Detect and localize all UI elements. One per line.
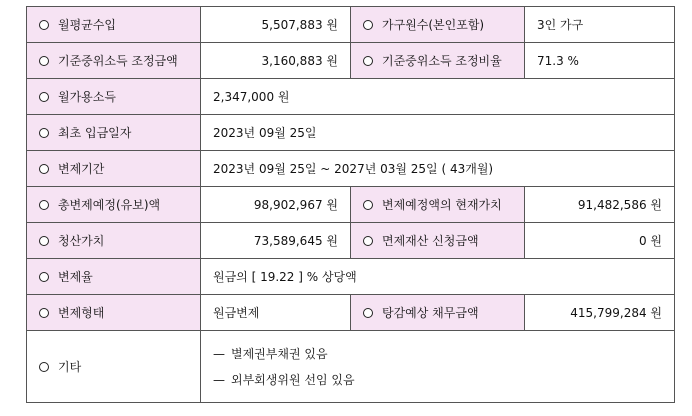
circle-bullet-icon bbox=[39, 272, 49, 282]
circle-bullet-icon bbox=[39, 200, 49, 210]
circle-bullet-icon bbox=[363, 200, 373, 210]
circle-bullet-icon bbox=[39, 308, 49, 318]
row-median bbox=[27, 43, 675, 79]
circle-bullet-icon bbox=[39, 164, 49, 174]
value-repayment-rate: 원금의 [ 19.22 ] % 상당액 bbox=[201, 259, 675, 295]
label-available-income: 월가용소득 bbox=[27, 79, 201, 115]
row-total-planned bbox=[27, 187, 675, 223]
label-median-adjusted-amount: 기준중위소득 조정금액 bbox=[27, 43, 201, 79]
value-household-size: 3인 가구 bbox=[525, 7, 675, 43]
label-median-adjusted-ratio: 기준중위소득 조정비율 bbox=[351, 43, 525, 79]
value-repayment-period: 2023년 09월 25일 ~ 2027년 03월 25일 ( 43개월) bbox=[201, 151, 675, 187]
value-liquidation-value: 73,589,645 원 bbox=[201, 223, 351, 259]
label-repayment-type: 변제형태 bbox=[27, 295, 201, 331]
other-item: — 외부회생위원 선임 있음 bbox=[213, 367, 662, 393]
circle-bullet-icon bbox=[363, 236, 373, 246]
label-liquidation-value: 청산가치 bbox=[27, 223, 201, 259]
circle-bullet-icon bbox=[363, 308, 373, 318]
circle-bullet-icon bbox=[39, 362, 49, 372]
row-type bbox=[27, 295, 675, 331]
label-monthly-income: 월평균수입 bbox=[27, 7, 201, 43]
value-present-value: 91,482,586 원 bbox=[525, 187, 675, 223]
circle-bullet-icon bbox=[363, 56, 373, 66]
value-exempt-property: 0 원 bbox=[525, 223, 675, 259]
circle-bullet-icon bbox=[39, 128, 49, 138]
circle-bullet-icon bbox=[39, 56, 49, 66]
row-first-payment bbox=[27, 115, 675, 151]
other-item: — 별제권부채권 있음 bbox=[213, 341, 662, 367]
label-first-payment-date: 최초 입금일자 bbox=[27, 115, 201, 151]
label-repayment-rate: 변제율 bbox=[27, 259, 201, 295]
value-monthly-income: 5,507,883 원 bbox=[201, 7, 351, 43]
circle-bullet-icon bbox=[39, 236, 49, 246]
row-income bbox=[27, 7, 675, 43]
label-repayment-period: 변제기간 bbox=[27, 151, 201, 187]
circle-bullet-icon bbox=[363, 20, 373, 30]
value-repayment-type: 원금변제 bbox=[201, 295, 351, 331]
value-first-payment-date: 2023년 09월 25일 bbox=[201, 115, 675, 151]
repayment-summary-table bbox=[26, 6, 675, 403]
value-total-planned: 98,902,967 원 bbox=[201, 187, 351, 223]
dash-bullet: — bbox=[213, 372, 225, 387]
row-liquidation bbox=[27, 223, 675, 259]
value-median-adjusted-ratio: 71.3 % bbox=[525, 43, 675, 79]
value-other bbox=[201, 331, 675, 403]
row-available bbox=[27, 79, 675, 115]
label-total-planned: 총변제예정(유보)액 bbox=[27, 187, 201, 223]
dash-bullet: — bbox=[213, 346, 225, 361]
circle-bullet-icon bbox=[39, 20, 49, 30]
row-period bbox=[27, 151, 675, 187]
label-present-value: 변제예정액의 현재가치 bbox=[351, 187, 525, 223]
label-household-size: 가구원수(본인포함) bbox=[351, 7, 525, 43]
label-exempt-property: 면제재산 신청금액 bbox=[351, 223, 525, 259]
value-median-adjusted-amount: 3,160,883 원 bbox=[201, 43, 351, 79]
circle-bullet-icon bbox=[39, 92, 49, 102]
row-rate bbox=[27, 259, 675, 295]
label-expected-discharge: 탕감예상 채무금액 bbox=[351, 295, 525, 331]
value-expected-discharge: 415,799,284 원 bbox=[525, 295, 675, 331]
value-available-income: 2,347,000 원 bbox=[201, 79, 675, 115]
row-other bbox=[27, 331, 675, 403]
label-other: 기타 bbox=[27, 331, 201, 403]
